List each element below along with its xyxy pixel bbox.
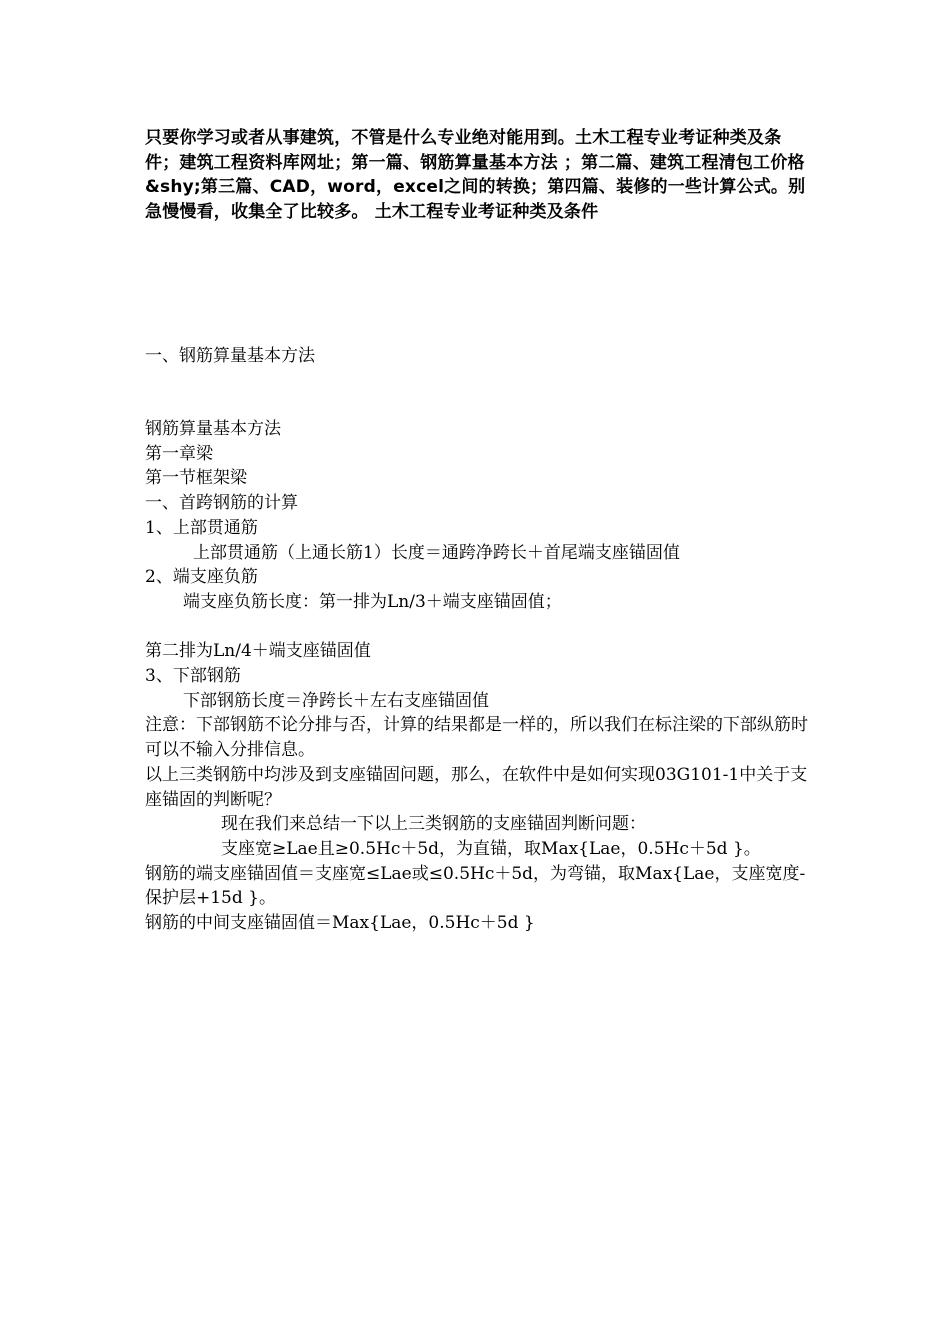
summary-intro: 现在我们来总结一下以上三类钢筋的支座锚固判断问题： xyxy=(221,814,646,835)
item2-formula2: 第二排为Ln/4＋端支座锚固值 xyxy=(145,641,371,662)
intro-paragraph: 只要你学习或者从事建筑，不管是什么专业绝对能用到。土木工程专业考证种类及条件；建筑工程资料库网址；第一篇、钢筋算量基本方法 ；第二篇、建筑工程清包工价格&shy;第三篇、CAD，word，excel之间的转换；第四篇、装修的一些计算公式。别急慢慢看，收集全了比较多。 土木工程专业考证种类及条件 xyxy=(145,128,806,222)
item2-label: 2、端支座负筋 xyxy=(145,567,258,588)
item2-formula: 端支座负筋长度：第一排为Ln/3＋端支座锚固值； xyxy=(183,591,562,612)
rule-straight-anchor: 支座宽≥Lae且≥0.5Hc＋5d，为直锚，取Max{Lae，0.5Hc＋5d }。 xyxy=(221,838,761,859)
question-paragraph: 以上三类钢筋中均涉及到支座锚固问题，那么，在软件中是如何实现03G101-1中关于支座锚固的判断呢？ xyxy=(145,764,808,810)
chapter-title: 第一章梁 xyxy=(145,443,213,464)
item1-label: 1、上部贯通筋 xyxy=(145,517,258,538)
document-body xyxy=(145,417,810,936)
item3-formula: 下部钢筋长度＝净跨长＋左右支座锚固值 xyxy=(183,690,489,711)
item1-formula: 上部贯通筋（上通长筋1）长度＝通跨净跨长＋首尾端支座锚固值 xyxy=(193,542,680,563)
note-paragraph: 注意：下部钢筋不论分排与否，计算的结果都是一样的，所以我们在标注梁的下部纵筋时可以不输入分排信息。 xyxy=(145,715,808,761)
rule-middle-support: 钢筋的中间支座锚固值＝Max{Lae，0.5Hc＋5d } xyxy=(145,913,535,934)
section-title: 第一节框架梁 xyxy=(145,468,247,489)
item3-label: 3、下部钢筋 xyxy=(145,666,241,687)
rule-end-support: 钢筋的端支座锚固值＝支座宽≤Lae或≤0.5Hc＋5d，为弯锚，取Max{Lae，支座宽度-保护层+15d }。 xyxy=(145,863,806,909)
body-title: 钢筋算量基本方法 xyxy=(145,419,281,439)
section-heading: 一、钢筋算量基本方法 xyxy=(145,346,315,366)
blank-line xyxy=(145,615,810,640)
subsection-title: 一、首跨钢筋的计算 xyxy=(145,493,298,514)
